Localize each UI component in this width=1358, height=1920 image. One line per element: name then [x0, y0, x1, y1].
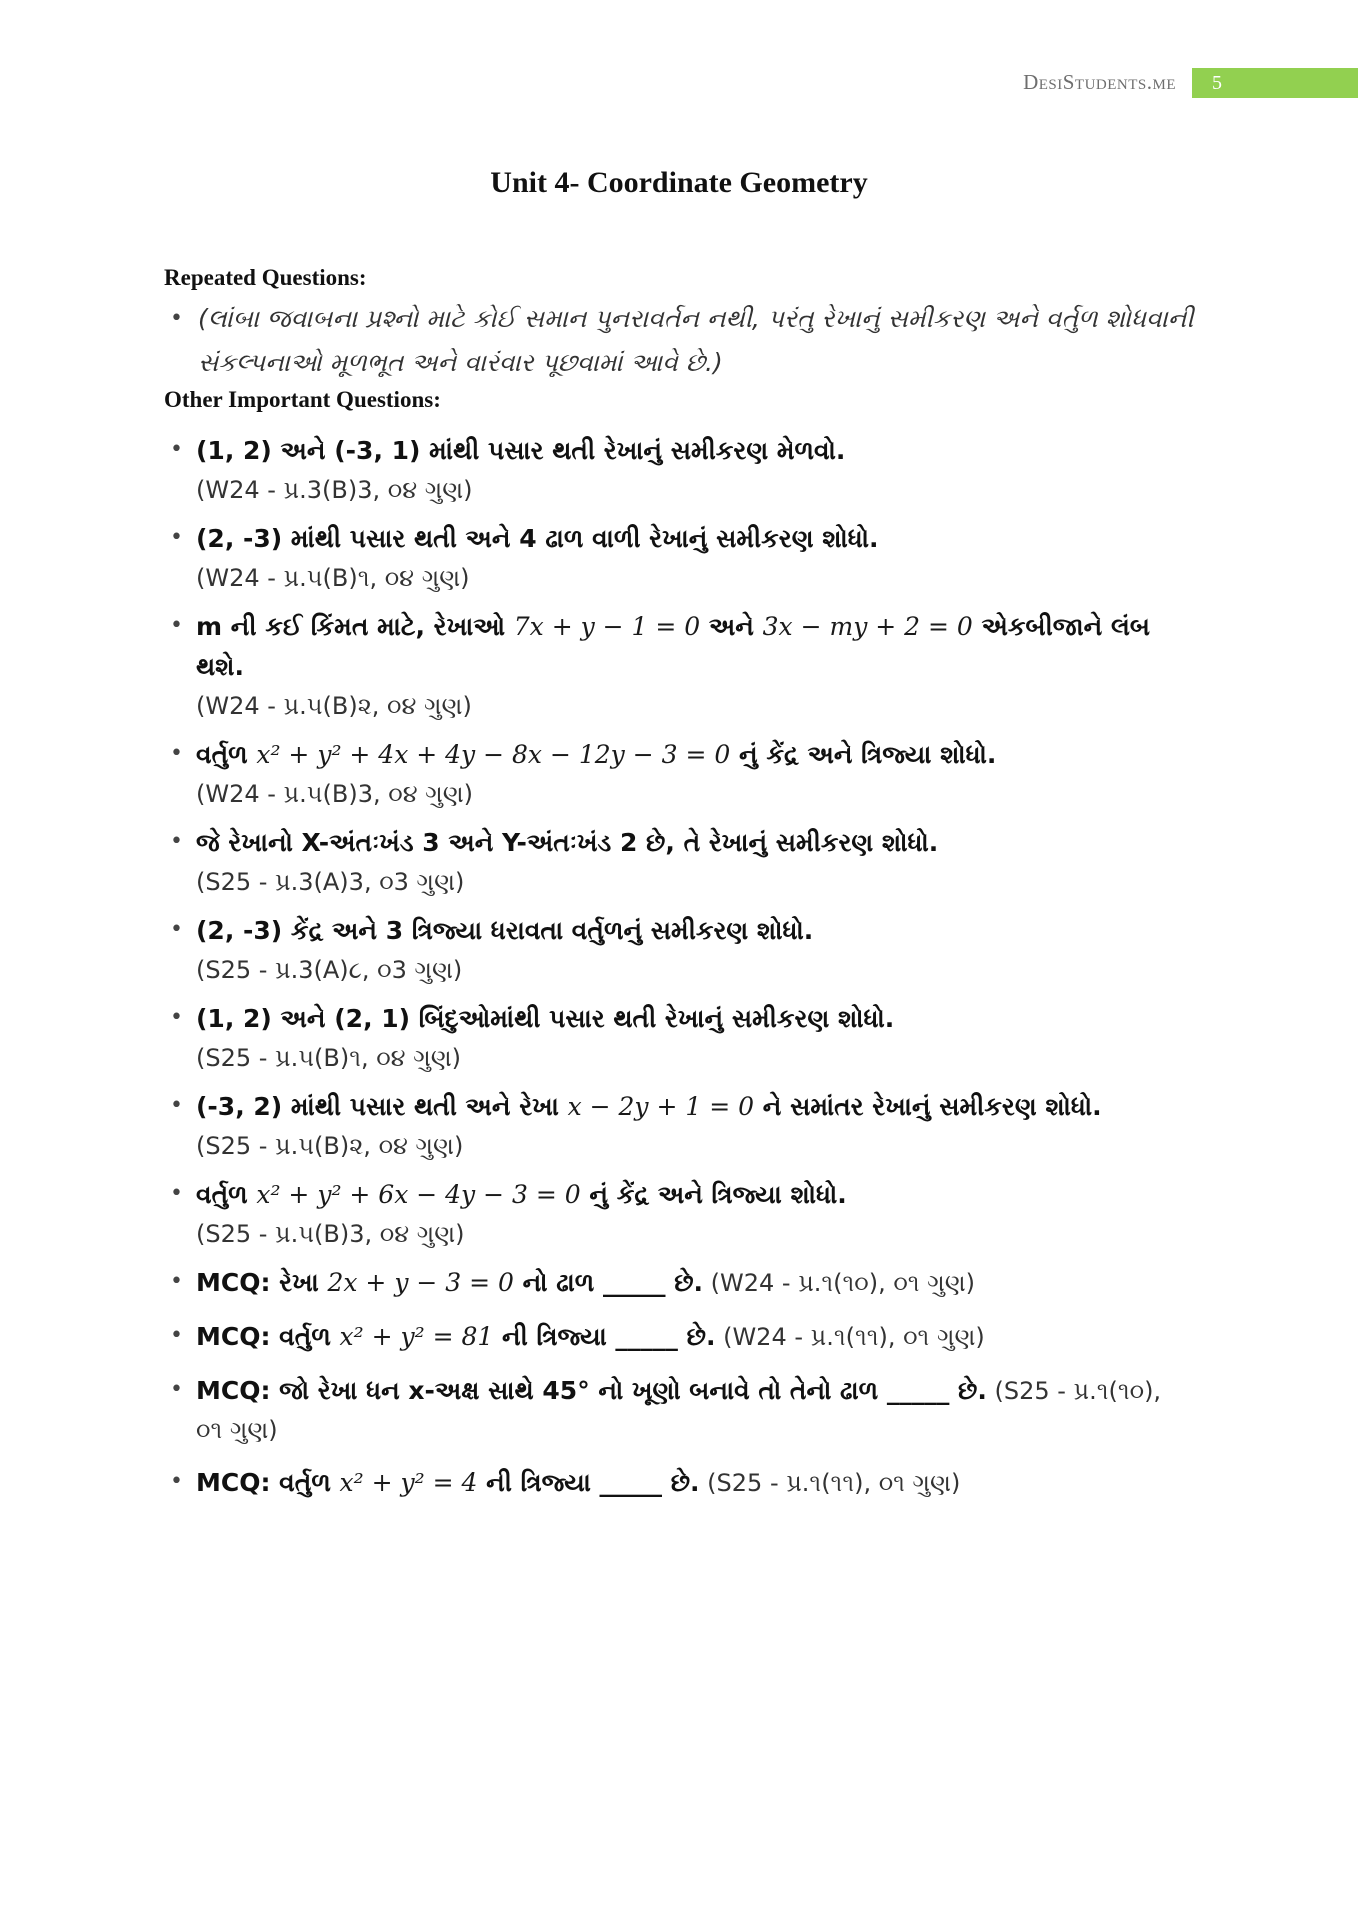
mcq-item: • MCQ: વર્તુળ x² + y² = 4 ની ત્રિજ્યા _____ છે. (S25 - પ્ર.૧(૧૧), ૦૧ ગુણ)	[164, 1463, 1194, 1503]
question-item: • જે રેખાનો X-અંતઃખંડ 3 અને Y-અંતઃખંડ 2 છે, તે રેખાનું સમીકરણ શોધો. (S25 - પ્ર.3(A)3, ૦3 ગુણ)	[164, 823, 1194, 901]
question-source: (W24 - પ્ર.૫(B)૧, ૦૪ ગુણ)	[196, 564, 470, 592]
question-list	[164, 431, 1194, 1503]
equation: 7x + y − 1 = 0	[513, 612, 701, 641]
question-source: (W24 - પ્ર.૧(૧૦), ૦૧ ગુણ)	[703, 1269, 976, 1297]
mcq-item: • MCQ: રેખા 2x + y − 3 = 0 નો ઢાળ _____ છે. (W24 - પ્ર.૧(૧૦), ૦૧ ગુણ)	[164, 1263, 1194, 1303]
question-item: • m ની કઈ કિંમત માટે, રેખાઓ 7x + y − 1 = 0 અને 3x − my + 2 = 0 એકબીજાને લંબ થશે. (W24 - પ્ર.૫(B)૨, ૦૪ ગુણ)	[164, 607, 1194, 725]
mcq-item: • MCQ: વર્તુળ x² + y² = 81 ની ત્રિજ્યા _____ છે. (W24 - પ્ર.૧(૧૧), ૦૧ ગુણ)	[164, 1317, 1194, 1357]
question-item: • (2, -3) માંથી પસાર થતી અને 4 ઢાળ વાળી રેખાનું સમીકરણ શોધો. (W24 - પ્ર.૫(B)૧, ૦૪ ગુણ)	[164, 519, 1194, 597]
equation: x² + y² = 81	[339, 1322, 494, 1351]
page-title: Unit 4- Coordinate Geometry	[490, 166, 868, 199]
equation: 3x − my + 2 = 0	[762, 612, 973, 641]
repeated-questions-heading: Repeated Questions:	[164, 265, 367, 290]
question-item: • વર્તુળ x² + y² + 4x + 4y − 8x − 12y − 3 = 0 નું કેંદ્ર અને ત્રિજ્યા શોધો. (W24 - પ્ર.૫(B)3, ૦૪ ગુણ)	[164, 735, 1194, 813]
question-source: (W24 - પ્ર.૧(૧૧), ૦૧ ગુણ)	[715, 1323, 985, 1351]
other-questions-heading: Other Important Questions:	[164, 387, 441, 412]
question-source: (W24 - પ્ર.3(B)3, ૦૪ ગુણ)	[196, 476, 473, 504]
question-item: • (-3, 2) માંથી પસાર થતી અને રેખા x − 2y + 1 = 0 ને સમાંતર રેખાનું સમીકરણ શોધો. (S25 - પ્ર.૫(B)૨, ૦૪ ગુણ)	[164, 1087, 1194, 1165]
question-item: • (1, 2) અને (2, 1) બિંદુઓમાંથી પસાર થતી રેખાનું સમીકરણ શોધો. (S25 - પ્ર.૫(B)૧, ૦૪ ગુણ)	[164, 999, 1194, 1077]
page-header	[0, 68, 1358, 98]
question-source: (W24 - પ્ર.૫(B)૨, ૦૪ ગુણ)	[196, 692, 472, 720]
question-source: (S25 - પ્ર.૧(૧૧), ૦૧ ગુણ)	[699, 1469, 961, 1497]
question-source: (S25 - પ્ર.૧(૧૦), ૦૧ ગુણ)	[196, 1377, 1162, 1444]
equation: x − 2y + 1 = 0	[567, 1092, 755, 1121]
question-source: (W24 - પ્ર.૫(B)3, ૦૪ ગુણ)	[196, 780, 474, 808]
question-item: • (1, 2) અને (-3, 1) માંથી પસાર થતી રેખાનું સમીકરણ મેળવો. (W24 - પ્ર.3(B)3, ૦૪ ગુણ)	[164, 431, 1194, 509]
question-source: (S25 - પ્ર.3(A)૮, ૦3 ગુણ)	[196, 956, 463, 984]
question-item: • વર્તુળ x² + y² + 6x − 4y − 3 = 0 નું કેંદ્ર અને ત્રિજ્યા શોધો. (S25 - પ્ર.૫(B)3, ૦૪ ગુણ)	[164, 1175, 1194, 1253]
equation: x² + y² = 4	[339, 1468, 478, 1497]
site-name: DesiStudents.me	[1023, 70, 1176, 94]
repeated-questions-note: • (લાંબા જવાબના પ્રશ્નો માટે કોઈ સમાન પુનરાવર્તન નથી, પરંતુ રેખાનું સમીકરણ અને વર્તુળ શોધવાની સંકલ્પનાઓ મૂળભૂત અને વારંવાર પૂછવામાં આવે છે.)	[164, 297, 1194, 385]
mcq-item: • MCQ: જો રેખા ધન x-અક્ષ સાથે 45° નો ખૂણો બનાવે તો તેનો ઢાળ _____ છે. (S25 - પ્ર.૧(૧૦), ૦૧ ગુણ)	[164, 1371, 1194, 1449]
equation: 2x + y − 3 = 0	[327, 1268, 514, 1297]
question-source: (S25 - પ્ર.૫(B)૧, ૦૪ ગુણ)	[196, 1044, 462, 1072]
question-source: (S25 - પ્ર.3(A)3, ૦3 ગુણ)	[196, 868, 465, 896]
page-number: 5	[1192, 68, 1358, 98]
equation: x² + y² + 4x + 4y − 8x − 12y − 3 = 0	[256, 740, 731, 769]
question-item: • (2, -3) કેંદ્ર અને 3 ત્રિજ્યા ધરાવતા વર્તુળનું સમીકરણ શોધો. (S25 - પ્ર.3(A)૮, ૦3 ગુણ)	[164, 911, 1194, 989]
equation: x² + y² + 6x − 4y − 3 = 0	[256, 1180, 581, 1209]
question-source: (S25 - પ્ર.૫(B)૨, ૦૪ ગુણ)	[196, 1132, 464, 1160]
question-source: (S25 - પ્ર.૫(B)3, ૦૪ ગુણ)	[196, 1220, 465, 1248]
document-body	[164, 265, 1194, 1517]
